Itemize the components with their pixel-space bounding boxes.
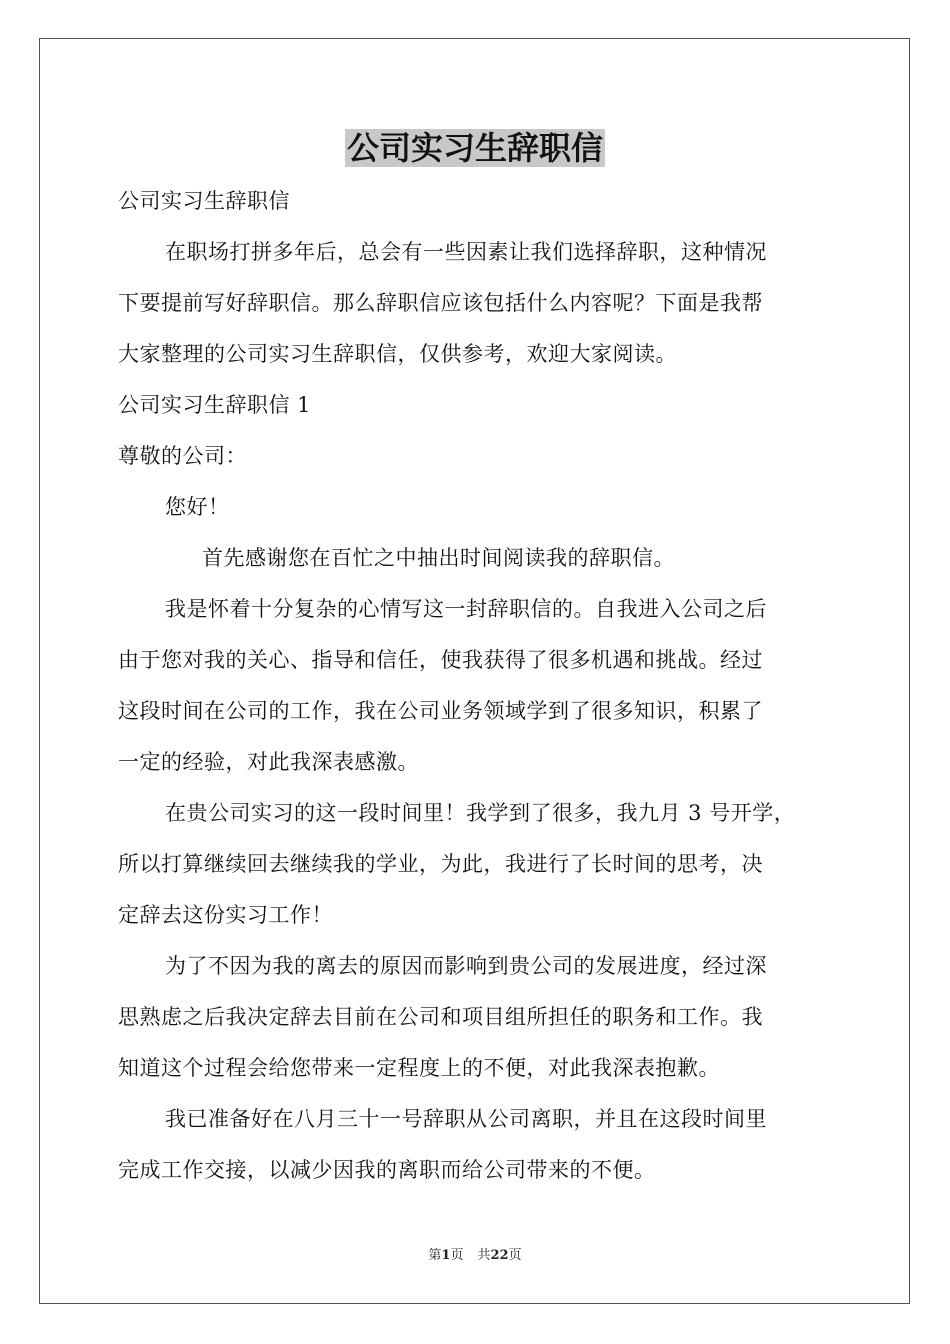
- footer-total-prefix: 共: [477, 1248, 491, 1263]
- body-line: 思熟虑之后我决定辞去目前在公司和项目组所担任的职务和工作。我: [118, 1005, 763, 1029]
- body-line: 公司实习生辞职信: [118, 189, 290, 213]
- body-line: 您好！: [165, 495, 230, 519]
- body-line: 由于您对我的关心、指导和信任，使我获得了很多机遇和挑战。经过: [118, 648, 763, 672]
- body-line: 下要提前写好辞职信。那么辞职信应该包括什么内容呢？下面是我帮: [118, 291, 763, 315]
- footer-total-suffix: 页: [508, 1248, 522, 1263]
- page-footer: [0, 1247, 950, 1265]
- document-body: [118, 176, 838, 1196]
- body-line: 这段时间在公司的工作，我在公司业务领域学到了很多知识，积累了: [118, 699, 763, 723]
- footer-total-pages: 22: [490, 1248, 509, 1263]
- footer-page-prefix: 第: [428, 1248, 442, 1263]
- document-title: [0, 128, 950, 168]
- document-title-text: 公司实习生辞职信: [346, 129, 603, 167]
- body-line: 在贵公司实习的这一段时间里！我学到了很多，我九月 3 号开学，: [165, 801, 796, 825]
- body-line: 公司实习生辞职信 1: [118, 393, 312, 417]
- footer-page-number: 1: [441, 1248, 451, 1263]
- body-line: 在职场打拼多年后，总会有一些因素让我们选择辞职，这种情况: [165, 240, 767, 264]
- body-line: 一定的经验，对此我深表感激。: [118, 750, 419, 774]
- body-line: 知道这个过程会给您带来一定程度上的不便，对此我深表抱歉。: [118, 1056, 720, 1080]
- footer-page-suffix: 页: [450, 1248, 464, 1263]
- body-line: 完成工作交接，以减少因我的离职而给公司带来的不便。: [118, 1158, 656, 1182]
- body-line: 定辞去这份实习工作！: [118, 903, 333, 927]
- body-line: 我已准备好在八月三十一号辞职从公司离职，并且在这段时间里: [165, 1107, 767, 1131]
- body-line: 所以打算继续回去继续我的学业，为此，我进行了长时间的思考，决: [118, 852, 763, 876]
- body-line: 我是怀着十分复杂的心情写这一封辞职信的。自我进入公司之后: [165, 597, 767, 621]
- body-line: 尊敬的公司：: [118, 444, 247, 468]
- body-line: 大家整理的公司实习生辞职信，仅供参考，欢迎大家阅读。: [118, 342, 677, 366]
- body-line: 首先感谢您在百忙之中抽出时间阅读我的辞职信。: [202, 546, 675, 570]
- body-line: 为了不因为我的离去的原因而影响到贵公司的发展进度，经过深: [165, 954, 767, 978]
